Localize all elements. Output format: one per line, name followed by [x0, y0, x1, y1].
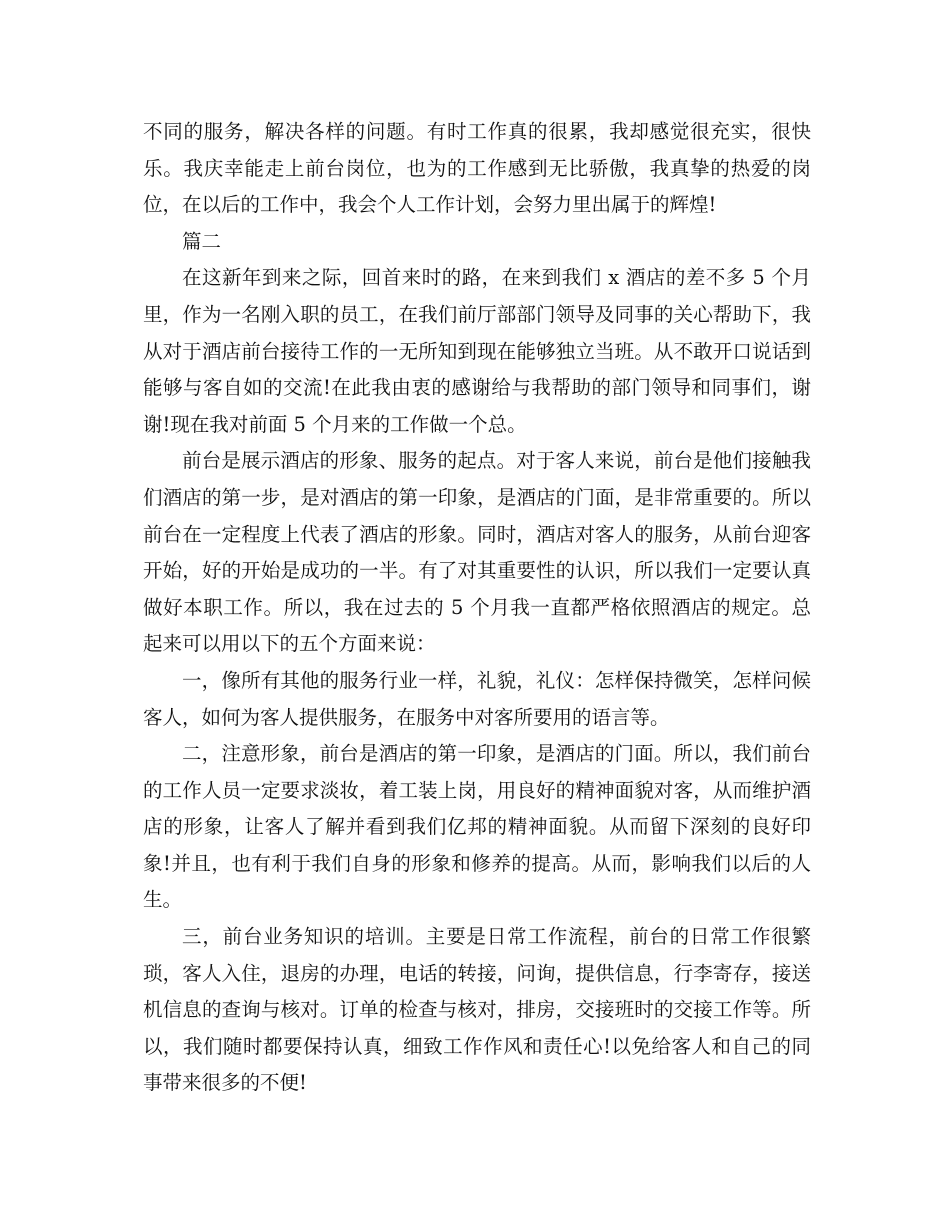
paragraph-point-two: 二，注意形象，前台是酒店的第一印象，是酒店的门面。所以，我们前台的工作人员一定要求淡妆，着工装上岗，用良好的精神面貌对客，从而维护酒店的形象，让客人了解并看到我们亿邦的精神面貌。从而留下深刻的良好印象!并且，也有利于我们自身的形象和修养的提高。从而，影响我们以后的人生。 — [143, 742, 811, 912]
paragraph-point-three: 三，前台业务知识的培训。主要是日常工作流程，前台的日常工作很繁琐，客人入住，退房的办理，电话的转接，问询，提供信息，行李寄存，接送机信息的查询与核对。订单的检查与核对，排房，交接班时的交接工作等。所以，我们随时都要保持认真，细致工作作风和责任心!以免给客人和自己的同事带来很多的不便! — [143, 925, 811, 1095]
paragraph-front-desk: 前台是展示酒店的形象、服务的起点。对于客人来说，前台是他们接触我们酒店的第一步，是对酒店的第一印象，是酒店的门面，是非常重要的。所以前台在一定程度上代表了酒店的形象。同时，酒店对客人的服务，从前台迎客开始，好的开始是成功的一半。有了对其重要性的认识，所以我们一定要认真做好本职工作。所以，我在过去的 5 个月我一直都严格依照酒店的规定。总起来可以用以下的五个方面来说： — [143, 449, 811, 656]
paragraph-point-one: 一，像所有其他的服务行业一样，礼貌，礼仪：怎样保持微笑，怎样问候客人，如何为客人提供服务，在服务中对客所要用的语言等。 — [143, 668, 811, 729]
paragraph-intro: 在这新年到来之际，回首来时的路，在来到我们 x 酒店的差不多 5 个月里，作为一名刚入职的员工，在我们前厅部部门领导及同事的关心帮助下，我从对于酒店前台接待工作的一无所知到现在能够独立当班。从不敢开口说话到能够与客自如的交流!在此我由衷的感谢给与我帮助的部门领导和同事们，谢谢!现在我对前面 5 个月来的工作做一个总。 — [143, 266, 811, 436]
document-body — [143, 114, 811, 1102]
section-heading: 篇二 — [182, 229, 222, 253]
paragraph-continued: 不同的服务，解决各样的问题。有时工作真的很累，我却感觉很充实，很快乐。我庆幸能走上前台岗位，也为的工作感到无比骄傲，我真挚的热爱的岗位，在以后的工作中，我会个人工作计划，会努力里出属于的辉煌! — [143, 120, 811, 217]
